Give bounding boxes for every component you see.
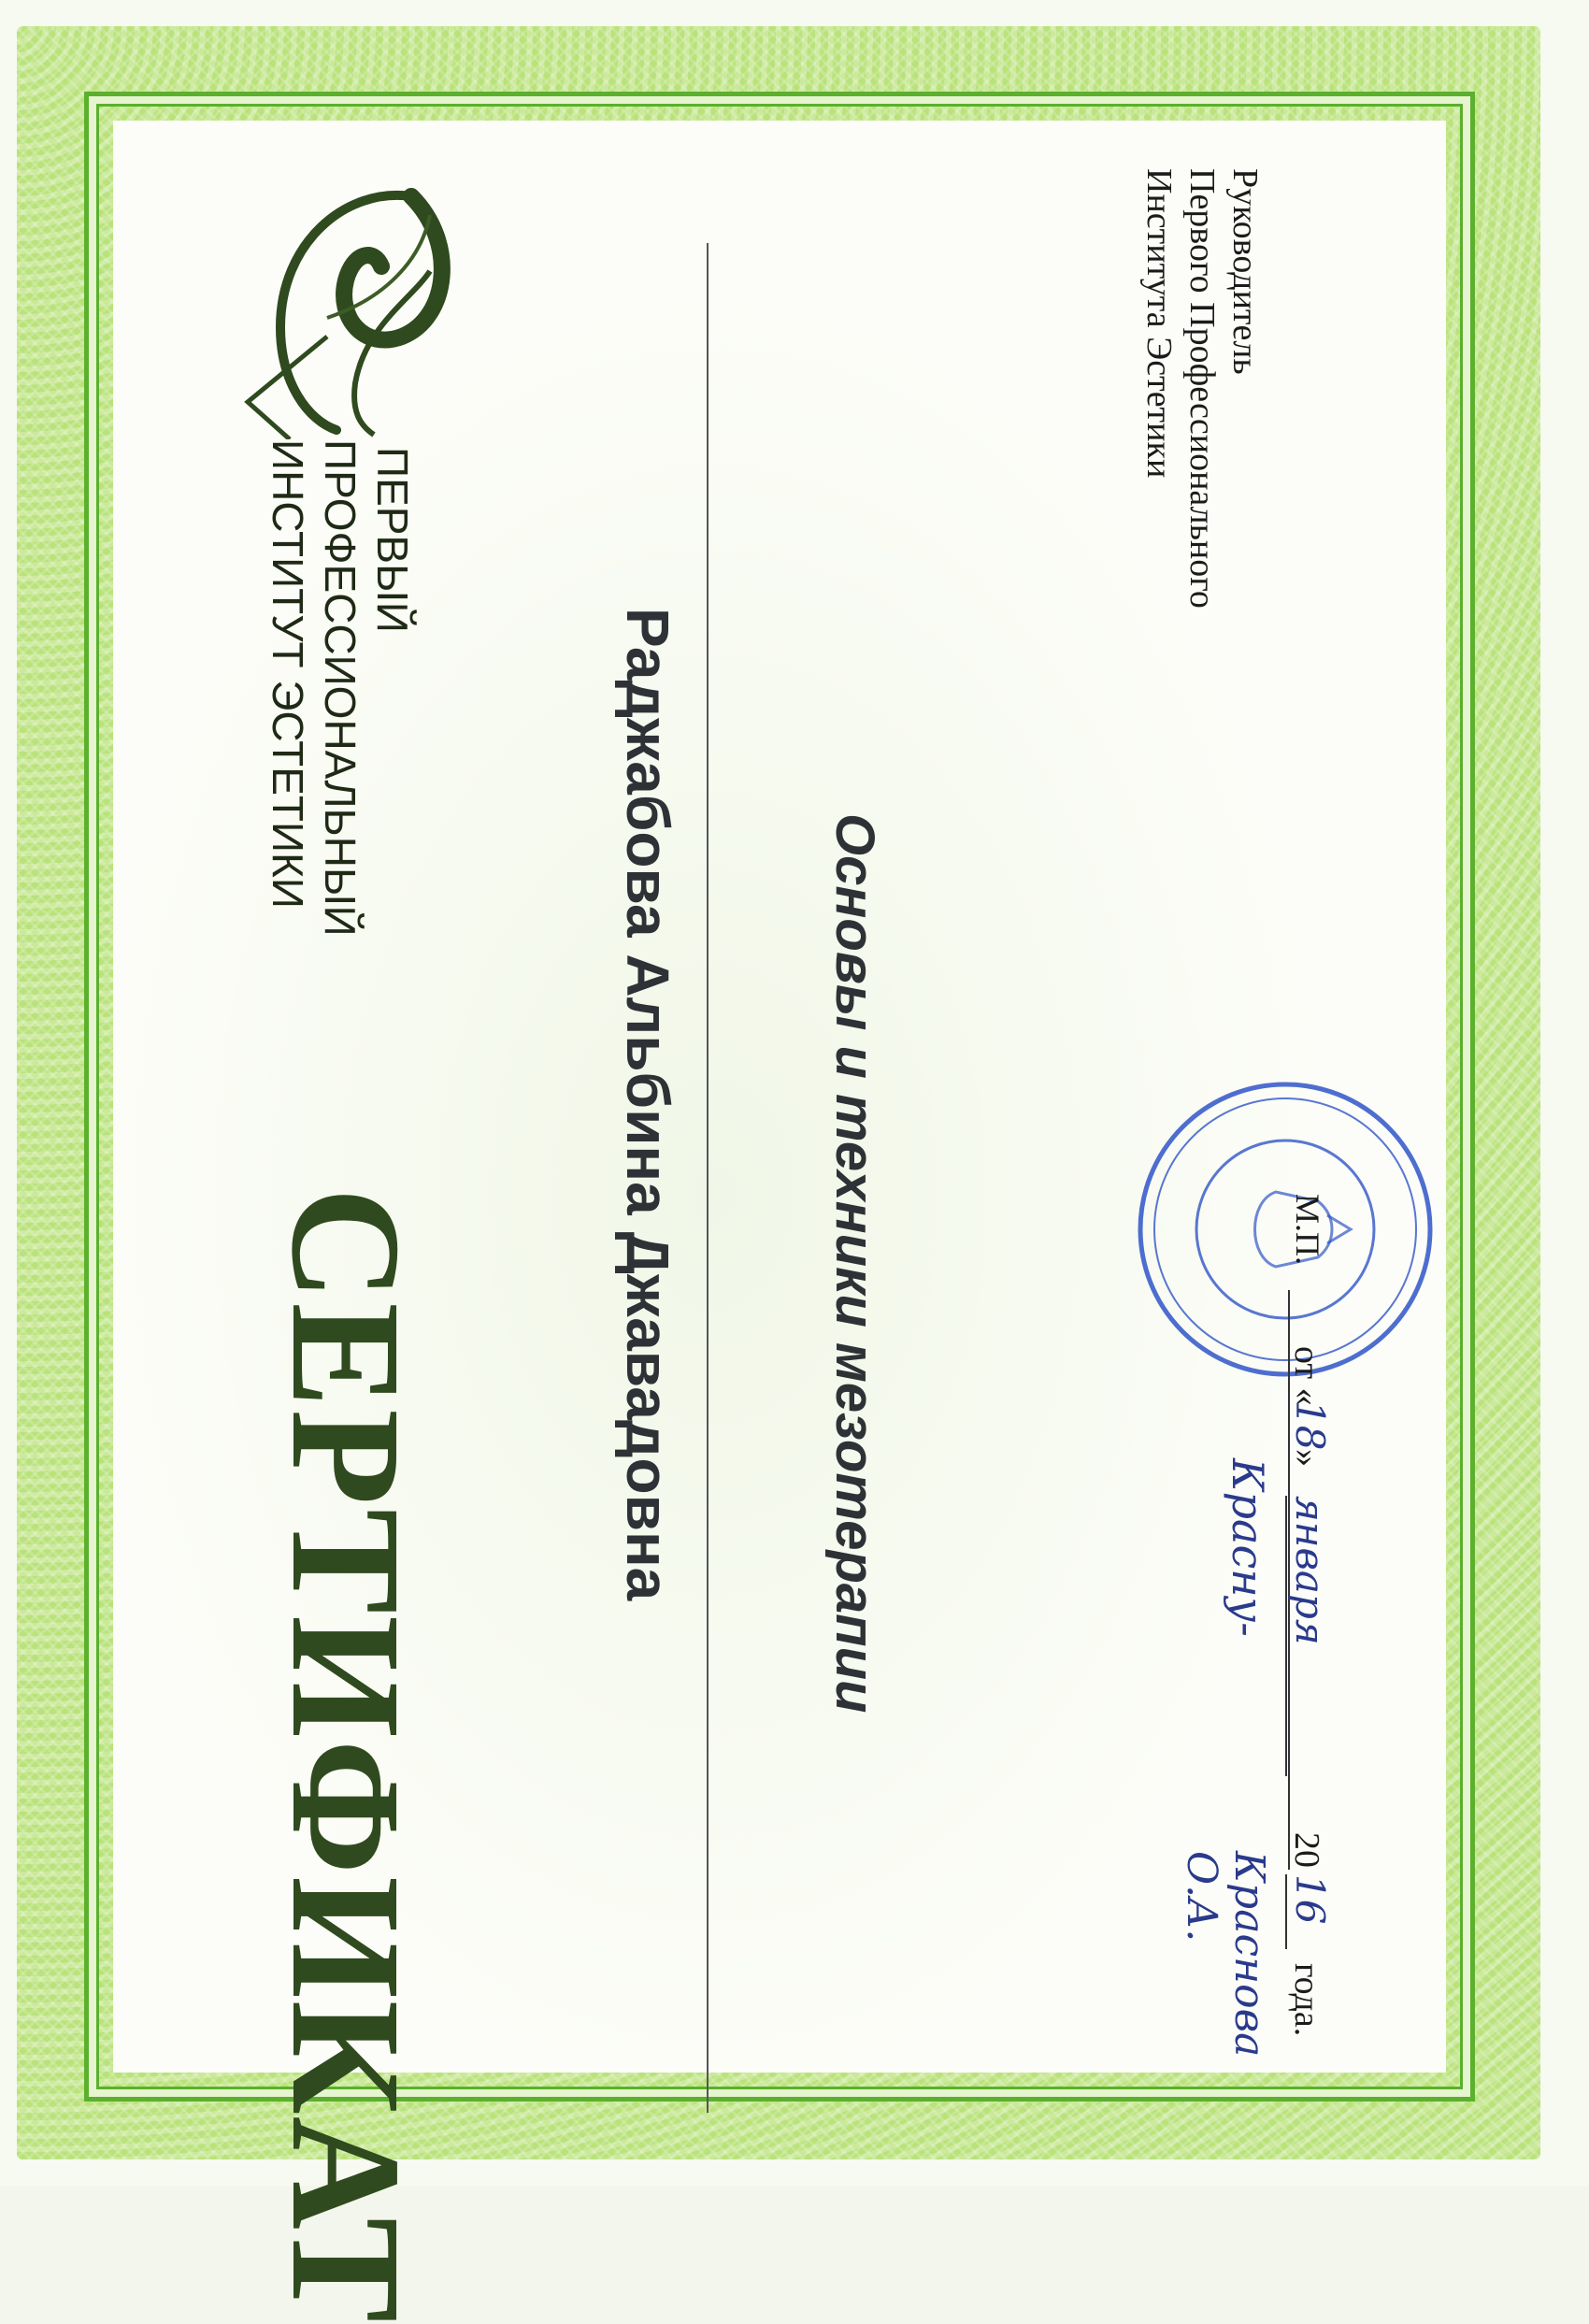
- director-title: [1138, 168, 1267, 729]
- date-month: января: [1285, 1496, 1333, 1776]
- logo-line-2: ПРОФЕССИОНАЛЬНЫЙ: [316, 439, 365, 937]
- certificate-title: СЕРТИФИКАТ: [259, 1187, 433, 2324]
- divider-line: [707, 243, 709, 2113]
- director-line-2: Первого Профессионального: [1182, 168, 1222, 609]
- director-line-1: Руководитель: [1225, 168, 1265, 375]
- logo-line-1: ПЕРВЫЙ: [368, 447, 417, 633]
- issue-date: [1271, 1346, 1333, 2188]
- institute-logo: [234, 159, 467, 439]
- date-year-prefix: 20: [1287, 1832, 1326, 1868]
- official-stamp: [1131, 1075, 1439, 1384]
- institute-name: [262, 439, 419, 1094]
- signer-name: Краснова О.А.: [1178, 1851, 1273, 2058]
- stamp-mp-label: М.П.: [1289, 1193, 1326, 1265]
- logo-line-3: ИНСТИТУТ ЭСТЕТИКИ: [264, 439, 312, 909]
- director-line-3: Института Эстетики: [1139, 168, 1179, 479]
- handwritten-signature: Красну-: [1223, 1458, 1273, 1637]
- course-name: Основы и техники мезотерапии: [824, 813, 885, 1714]
- recipient-name: Раджабова Альбина Джавадовна: [614, 608, 681, 1601]
- date-prefix: от «: [1287, 1346, 1326, 1406]
- date-year-suffix: 16: [1285, 1874, 1333, 1949]
- date-day: 18: [1287, 1400, 1333, 1451]
- date-year-word: года.: [1287, 1963, 1326, 2037]
- date-quote-close: »: [1287, 1449, 1326, 1467]
